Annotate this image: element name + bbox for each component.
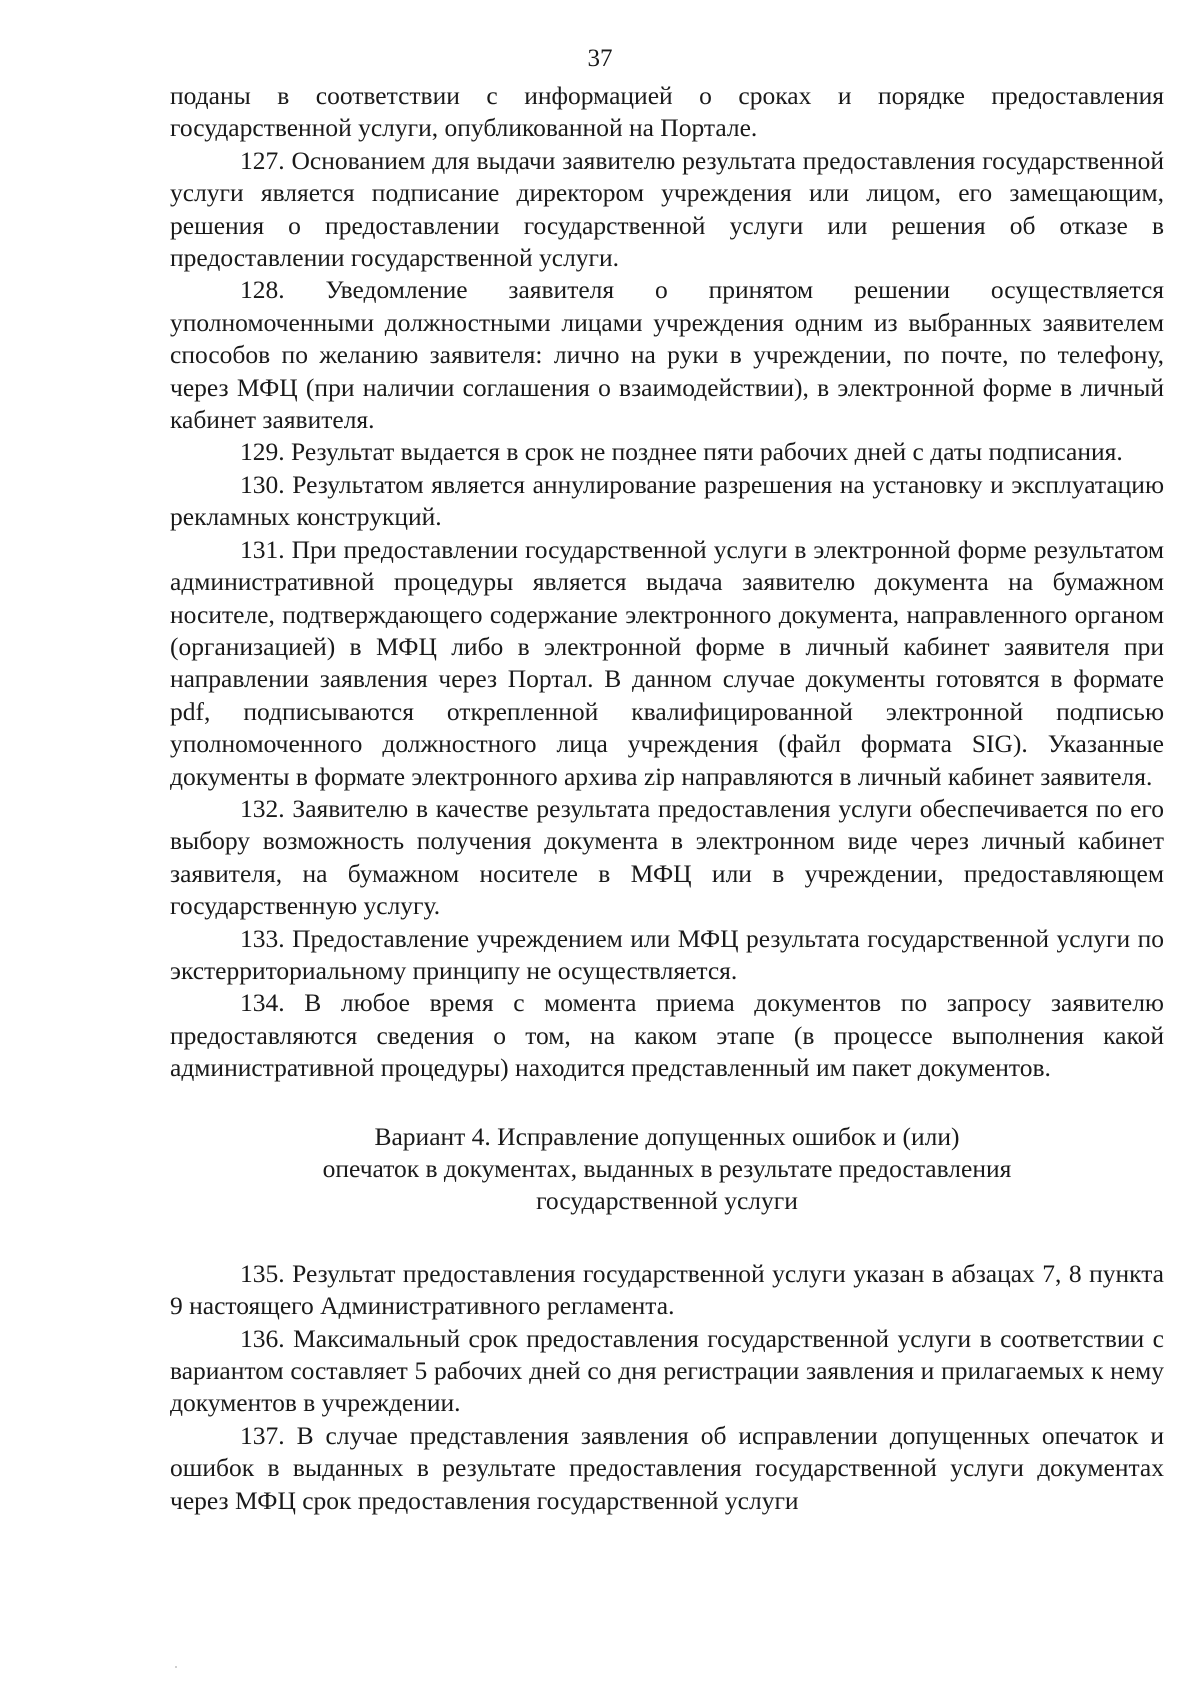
paragraph-continuation: поданы в соответствии с информацией о сроках и порядке предоставления государственной услуги, опубликованной на Портале.: [170, 81, 1164, 143]
paragraph-131: 131. При предоставлении государственной услуги в электронной форме результатом административной процедуры является выдача заявителю документа на бумажном носителе, подтверждающего содержание электронного документа, направленного органом (организацией) в МФЦ либо в электронной форме в личный кабинет заявителя при направлении заявления через Портал. В данном случае документы готовятся в формате pdf, подписываются открепленной квалифицированной электронной подписью уполномоченного должностного лица учреждения (файл формата SIG). Указанные документы в формате электронного архива zip направляются в личный кабинет заявителя.: [170, 534, 1164, 791]
paragraph-137: 137. В случае представления заявления об исправлении допущенных опечаток и ошибок в выданных в результате предоставления государственной услуги документах через МФЦ срок предоставления государственной услуги: [170, 1420, 1164, 1515]
section-heading-line-3: государственной услуги: [536, 1186, 798, 1216]
paragraph-132: 132. Заявителю в качестве результата предоставления услуги обеспечивается по его выбору возможность получения документа в электронном виде через личный кабинет заявителя, на бумажном носителе в МФЦ или в учреждении, предоставляющем государственную услугу.: [170, 793, 1164, 921]
paragraph-136: 136. Максимальный срок предоставления государственной услуги в соответствии с вариантом составляет 5 рабочих дней со дня регистрации заявления и прилагаемых к нему документов в учреждении.: [170, 1323, 1164, 1418]
paragraph-135: 135. Результат предоставления государственной услуги указан в абзацах 7, 8 пункта 9 настоящего Административного регламента.: [170, 1258, 1164, 1321]
paragraph-130: 130. Результатом является аннулирование разрешения на установку и эксплуатацию рекламных конструкций.: [170, 469, 1164, 532]
scan-speck: [175, 1666, 177, 1668]
paragraph-129: 129. Результат выдается в срок не позднее пяти рабочих дней с даты подписания.: [240, 437, 1123, 467]
paragraph-128: 128. Уведомление заявителя о принятом решении осуществляется уполномоченными должностными лицами учреждения одним из выбранных заявителем способов по желанию заявителя: лично на руки в учреждении, по почте, по телефону, через МФЦ (при наличии соглашения о взаимодействии), в электронной форме в личный кабинет заявителя.: [170, 275, 1164, 435]
section-heading: [170, 1121, 1164, 1218]
section-heading-line-2: опечаток в документах, выданных в результате предоставления: [322, 1154, 1012, 1183]
paragraph-127: 127. Основанием для выдачи заявителю результата предоставления государственной услуги является подписание директором учреждения или лицом, его замещающим, решения о предоставлении государственной услуги или решения об отказе в предоставлении государственной услуги.: [170, 145, 1164, 273]
section-heading-line-1: Вариант 4. Исправление допущенных ошибок и (или): [374, 1121, 960, 1151]
document-body: [170, 80, 1164, 1517]
paragraph-133: 133. Предоставление учреждением или МФЦ результата государственной услуги по экстерриториальному принципу не осуществляется.: [170, 923, 1164, 985]
paragraph-134: 134. В любое время с момента приема документов по запросу заявителю предоставляются сведения о том, на каком этапе (в процессе выполнения какой административной процедуры) находится представленный им пакет документов.: [170, 988, 1164, 1083]
page-number: 37: [587, 45, 613, 72]
